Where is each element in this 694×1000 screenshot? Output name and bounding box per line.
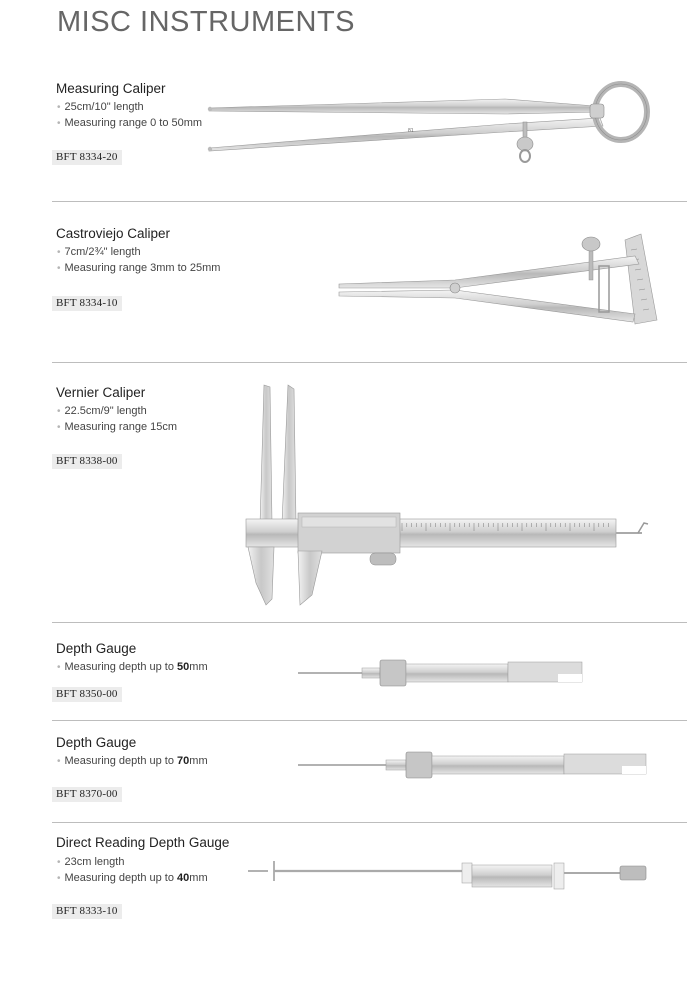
page-title: MISC INSTRUMENTS — [57, 6, 355, 38]
section-divider — [52, 201, 687, 202]
svg-text:81: 81 — [408, 128, 414, 134]
measuring-caliper-image — [205, 82, 655, 177]
product-code: BFT 8370-00 — [52, 787, 122, 802]
section-divider — [52, 362, 687, 363]
product-name-measuring-caliper: Measuring Caliper — [56, 81, 166, 96]
direct-reading-depth-gauge-image — [244, 855, 650, 895]
bullet-icon: • — [57, 756, 61, 767]
bullet-icon: • — [57, 406, 61, 417]
bullet-icon: • — [57, 118, 61, 129]
product-code: BFT 8338-00 — [52, 454, 122, 469]
spec-depth: • Measuring depth up to 40mm — [57, 872, 208, 884]
spec-depth: • Measuring depth up to 50mm — [57, 661, 208, 673]
bullet-icon: • — [57, 422, 61, 433]
product-name-direct-reading-depth-gauge: Direct Reading Depth Gauge — [56, 835, 230, 850]
product-code: BFT 8334-10 — [52, 296, 122, 311]
product-name-depth-gauge-50: Depth Gauge — [56, 641, 137, 656]
spec-range: • Measuring range 0 to 50mm — [57, 117, 203, 129]
bullet-icon: • — [57, 873, 61, 884]
section-divider — [52, 622, 687, 623]
spec-range: • Measuring range 3mm to 25mm — [57, 262, 221, 274]
section-divider — [52, 822, 687, 823]
vernier-caliper-image — [242, 383, 652, 613]
depth-gauge-50-image — [296, 656, 586, 690]
bullet-icon: • — [57, 662, 61, 673]
product-code: BFT 8334-20 — [52, 150, 122, 165]
product-name-vernier-caliper: Vernier Caliper — [56, 385, 146, 400]
spec-range: • Measuring range 15cm — [57, 421, 178, 433]
product-code: BFT 8333-10 — [52, 904, 122, 919]
castroviejo-caliper-image — [335, 230, 665, 330]
bullet-icon: • — [57, 857, 61, 868]
bullet-icon: • — [57, 263, 61, 274]
product-code: BFT 8350-00 — [52, 687, 122, 702]
product-name-castroviejo-caliper: Castroviejo Caliper — [56, 226, 171, 241]
depth-gauge-70-image — [296, 749, 651, 781]
spec-depth: • Measuring depth up to 70mm — [57, 755, 208, 767]
spec-length: • 7cm/2¾" length — [57, 246, 141, 258]
spec-length: • 23cm length — [57, 856, 125, 868]
spec-length: • 25cm/10" length — [57, 101, 144, 113]
bullet-icon: • — [57, 102, 61, 113]
product-name-depth-gauge-70: Depth Gauge — [56, 735, 137, 750]
section-divider — [52, 720, 687, 721]
spec-length: • 22.5cm/9" length — [57, 405, 147, 417]
bullet-icon: • — [57, 247, 61, 258]
